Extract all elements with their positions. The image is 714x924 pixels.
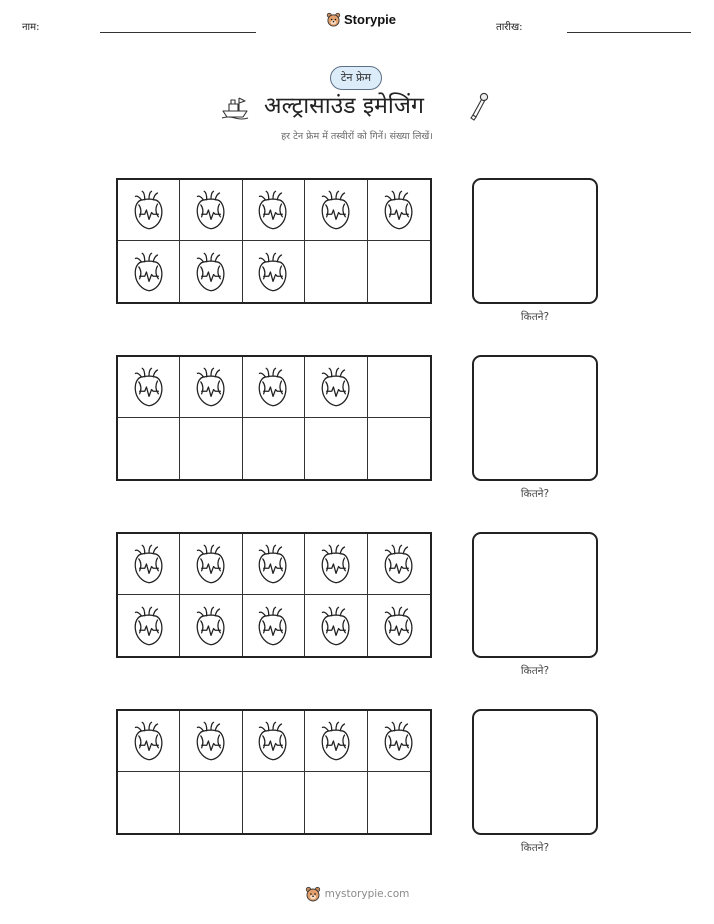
- anatomical-heart-icon: [256, 720, 290, 762]
- frame-cell: [368, 772, 430, 833]
- ten-frame-4: [116, 709, 432, 835]
- frame-cell: [368, 357, 430, 418]
- frame-cell: [305, 180, 367, 241]
- frame-cell: [118, 241, 180, 302]
- anatomical-heart-icon: [319, 720, 353, 762]
- frame-cell: [305, 418, 367, 479]
- anatomical-heart-icon: [132, 189, 166, 231]
- frame-cell: [118, 418, 180, 479]
- frame-cell: [180, 241, 242, 302]
- frame-cell: [118, 534, 180, 595]
- anatomical-heart-icon: [194, 543, 228, 585]
- anatomical-heart-icon: [132, 366, 166, 408]
- frame-cell: [305, 772, 367, 833]
- anatomical-heart-icon: [382, 543, 416, 585]
- anatomical-heart-icon: [319, 543, 353, 585]
- frame-cell: [368, 711, 430, 772]
- anatomical-heart-icon: [382, 720, 416, 762]
- question-label-2: कितने?: [520, 488, 550, 500]
- frame-cell: [180, 772, 242, 833]
- frame-cell: [118, 357, 180, 418]
- anatomical-heart-icon: [382, 605, 416, 647]
- frame-cell: [368, 595, 430, 656]
- question-label-3: कितने?: [520, 665, 550, 677]
- footer: [0, 886, 714, 902]
- anatomical-heart-icon: [132, 720, 166, 762]
- anatomical-heart-icon: [194, 720, 228, 762]
- frame-cell: [368, 180, 430, 241]
- anatomical-heart-icon: [132, 543, 166, 585]
- answer-box-1[interactable]: [472, 178, 598, 304]
- frame-cell: [180, 711, 242, 772]
- anatomical-heart-icon: [132, 605, 166, 647]
- anatomical-heart-icon: [256, 189, 290, 231]
- brand-logo: [326, 12, 396, 27]
- bear-mascot-icon: [326, 12, 341, 27]
- date-label: तारीख:: [496, 22, 523, 33]
- question-label-1: कितने?: [520, 311, 550, 323]
- frame-cell: [368, 418, 430, 479]
- anatomical-heart-icon: [194, 251, 228, 293]
- frame-cell: [368, 241, 430, 302]
- name-label: नाम:: [22, 22, 40, 33]
- answer-box-2[interactable]: [472, 355, 598, 481]
- anatomical-heart-icon: [194, 189, 228, 231]
- frame-cell: [180, 357, 242, 418]
- question-label-4: कितने?: [520, 842, 550, 854]
- frame-cell: [180, 595, 242, 656]
- anatomical-heart-icon: [382, 189, 416, 231]
- frame-cell: [118, 711, 180, 772]
- frame-cell: [118, 772, 180, 833]
- ten-frame-3: [116, 532, 432, 658]
- name-line[interactable]: [100, 32, 256, 33]
- frame-cell: [118, 595, 180, 656]
- answer-box-4[interactable]: [472, 709, 598, 835]
- frame-cell: [243, 180, 305, 241]
- frame-cell: [305, 241, 367, 302]
- boat-icon: [221, 94, 249, 120]
- frame-cell: [305, 534, 367, 595]
- frame-cell: [305, 711, 367, 772]
- footer-site[interactable]: mystorypie.com: [324, 888, 410, 900]
- answer-box-3[interactable]: [472, 532, 598, 658]
- frame-cell: [243, 357, 305, 418]
- frame-cell: [305, 357, 367, 418]
- anatomical-heart-icon: [132, 251, 166, 293]
- anatomical-heart-icon: [256, 366, 290, 408]
- ultrasound-probe-icon: [468, 92, 490, 122]
- date-line[interactable]: [567, 32, 691, 33]
- instructions: हर टेन फ्रेम में तस्वीरों को गिनें। संख्या लिखें।: [281, 131, 433, 142]
- frame-cell: [243, 595, 305, 656]
- anatomical-heart-icon: [319, 605, 353, 647]
- frame-cell: [118, 180, 180, 241]
- anatomical-heart-icon: [319, 366, 353, 408]
- anatomical-heart-icon: [256, 605, 290, 647]
- frame-cell: [243, 711, 305, 772]
- page-title: अल्ट्रासाउंड इमेजिंग: [264, 93, 424, 119]
- frame-cell: [368, 534, 430, 595]
- bear-mascot-icon: [305, 886, 321, 902]
- frame-cell: [180, 418, 242, 479]
- frame-cell: [243, 772, 305, 833]
- ten-frame-2: [116, 355, 432, 481]
- frame-cell: [305, 595, 367, 656]
- title-badge: टेन फ्रेम: [330, 66, 382, 90]
- brand-name: Storypie: [344, 12, 397, 27]
- frame-cell: [180, 534, 242, 595]
- frame-cell: [243, 418, 305, 479]
- frame-cell: [243, 241, 305, 302]
- ten-frame-1: [116, 178, 432, 304]
- frame-cell: [243, 534, 305, 595]
- anatomical-heart-icon: [194, 605, 228, 647]
- anatomical-heart-icon: [194, 366, 228, 408]
- anatomical-heart-icon: [319, 189, 353, 231]
- anatomical-heart-icon: [256, 543, 290, 585]
- frame-cell: [180, 180, 242, 241]
- anatomical-heart-icon: [256, 251, 290, 293]
